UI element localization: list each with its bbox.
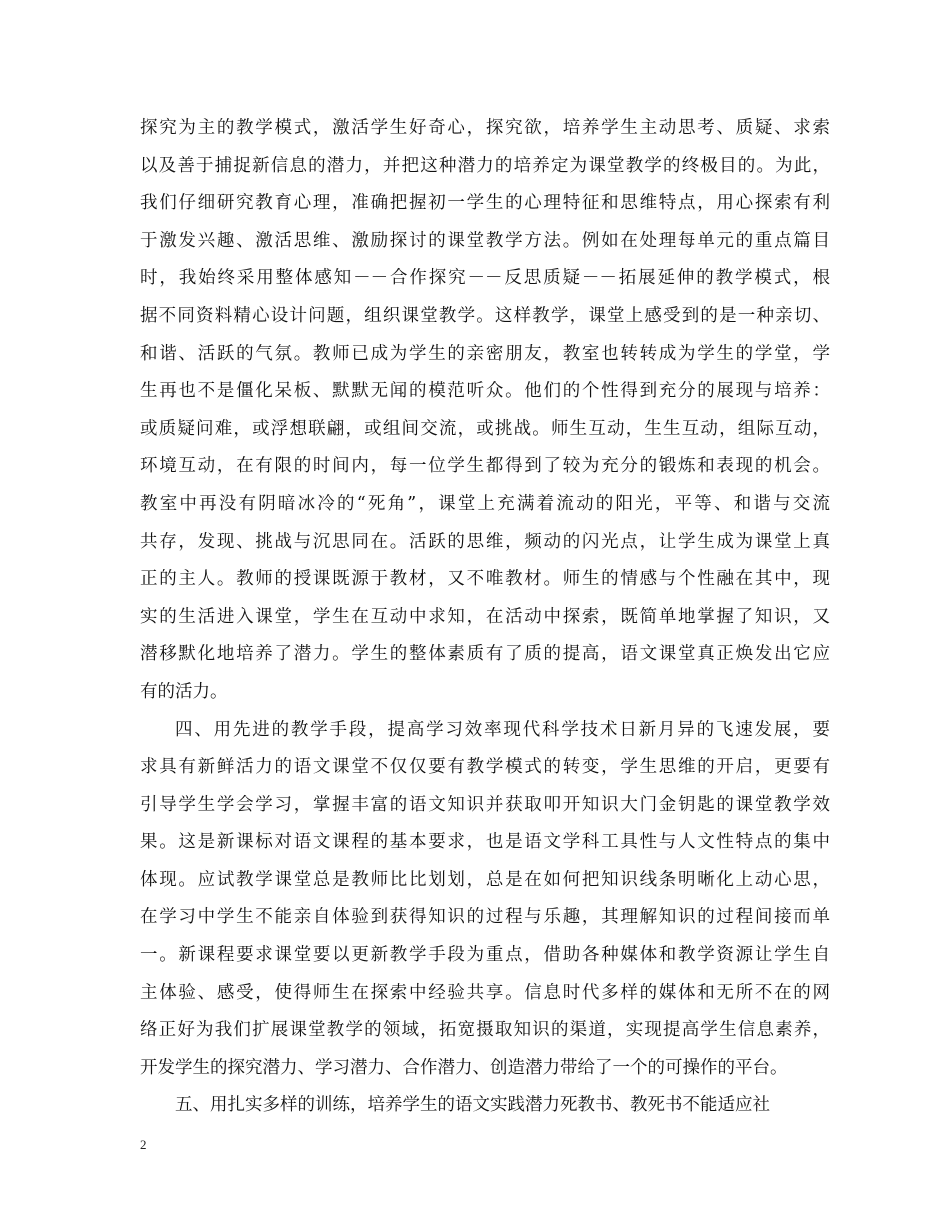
text-line: 我们仔细研究教育心理，准确把握初一学生的心理特征和思维特点，用心探索有利 [140,193,830,214]
text-line: 生再也不是僵化呆板、默默无闻的模范听众。他们的个性得到充分的展现与培养： [140,381,830,402]
text-line: 四、用先进的教学手段，提高学习效率现代科学技术日新月异的飞速发展，要 [175,719,830,740]
text-line: 实的生活进入课堂，学生在互动中求知，在活动中探索，既简单地掌握了知识，又 [140,606,830,627]
paragraph [140,712,830,1088]
paragraph [140,1087,830,1125]
text-line: 共存，发现、挑战与沉思同在。活跃的思维，频动的闪光点，让学生成为课堂上真 [140,531,830,552]
text-line: 果。这是新课标对语文课程的基本要求，也是语文学科工具性与人文性特点的集中 [140,832,830,853]
text-line: 时，我始终采用整体感知－－合作探究－－反思质疑－－拓展延伸的教学模式，根 [140,268,830,289]
text-line: 五、用扎实多样的训练，培养学生的语文实践潜力死教书、教死书不能适应社 [175,1095,770,1116]
text-line: 和谐、活跃的气氛。教师已成为学生的亲密朋友，教室也转转成为学生的学堂，学 [140,343,830,364]
text-line: 探究为主的教学模式，激活学生好奇心，探究欲，培养学生主动思考、质疑、求索 [140,118,830,138]
text-line: 潜移默化地培养了潜力。学生的整体素质有了质的提高，语文课堂真正焕发出它应 [140,644,830,665]
page-number: 2 [140,1137,147,1152]
text-line: 教室中再没有阴暗冰冷的“死角”，课堂上充满着流动的阳光，平等、和谐与交流 [140,493,830,514]
text-line: 体现。应试教学课堂总是教师比比划划，总是在如何把知识线条明晰化上动心思， [140,869,830,890]
text-line: 正的主人。教师的授课既源于教材，又不唯教材。师生的情感与个性融在其中，现 [140,569,830,590]
paragraph [140,110,830,712]
text-line: 以及善于捕捉新信息的潜力，并把这种潜力的培养定为课堂教学的终极目的。为此， [140,155,830,176]
text-line: 络正好为我们扩展课堂教学的领域，拓宽摄取知识的渠道，实现提高学生信息素养， [140,1020,830,1041]
text-line: 有的活力。 [140,681,228,702]
text-line: 引导学生学会学习，掌握丰富的语文知识并获取叩开知识大门金钥匙的课堂教学效 [140,794,830,815]
text-line: 开发学生的探究潜力、学习潜力、合作潜力、创造潜力带给了一个的可操作的平台。 [140,1057,788,1078]
text-line: 或质疑问难，或浮想联翩，或组间交流，或挑战。师生互动，生生互动，组际互动， [140,418,830,439]
text-line: 在学习中学生不能亲自体验到获得知识的过程与乐趣，其理解知识的过程间接而单 [140,907,830,928]
text-line: 据不同资料精心设计问题，组织课堂教学。这样教学，课堂上感受到的是一种亲切、 [140,305,830,326]
text-line: 主体验、感受，使得师生在探索中经验共享。信息时代多样的媒体和无所不在的网 [140,982,830,1003]
document-body [140,110,830,1125]
text-line: 一。新课程要求课堂要以更新教学手段为重点，借助各种媒体和教学资源让学生自 [140,945,830,966]
text-line: 求具有新鲜活力的语文课堂不仅仅要有教学模式的转变，学生思维的开启，更要有 [140,757,830,778]
text-line: 于激发兴趣、激活思维、激励探讨的课堂教学方法。例如在处理每单元的重点篇目 [140,230,830,251]
text-line: 环境互动，在有限的时间内，每一位学生都得到了较为充分的锻炼和表现的机会。 [140,456,830,477]
